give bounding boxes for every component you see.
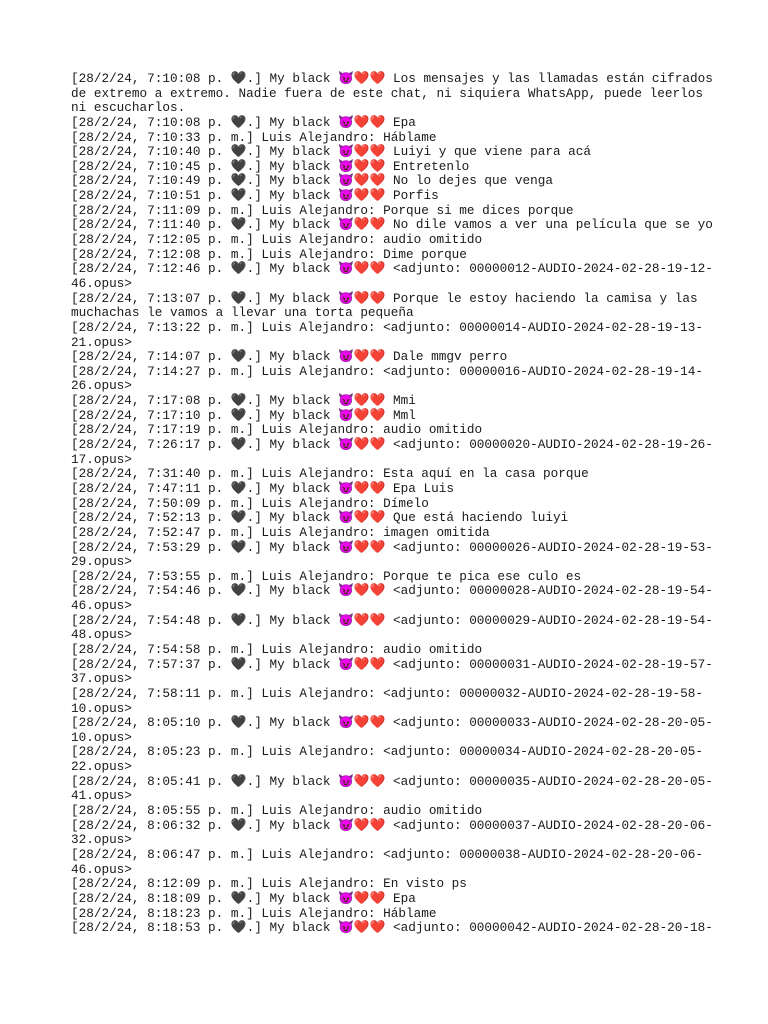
transcript-line: [28/2/24, 7:11:40 p. 🖤.] My black 😈❤️❤️ No dile vamos a ver una película que se yo (71, 217, 713, 233)
transcript-line: [28/2/24, 8:05:23 p. m.] Luis Alejandro: <adjunto: 00000034-AUDIO-2024-02-28-20-05- (71, 744, 703, 760)
transcript-line: [28/2/24, 7:17:19 p. m.] Luis Alejandro: audio omitido (71, 422, 483, 438)
transcript-line: [28/2/24, 7:58:11 p. m.] Luis Alejandro: <adjunto: 00000032-AUDIO-2024-02-28-19-58- (71, 685, 703, 701)
transcript-line: 46.opus> (71, 275, 132, 291)
transcript-line: [28/2/24, 7:12:46 p. 🖤.] My black 😈❤️❤️ <adjunto: 00000012-AUDIO-2024-02-28-19-12- (71, 261, 713, 277)
transcript-line: ni escucharlos. (71, 100, 186, 116)
transcript-line: 41.opus> (71, 788, 132, 804)
transcript-line: [28/2/24, 7:54:48 p. 🖤.] My black 😈❤️❤️ <adjunto: 00000029-AUDIO-2024-02-28-19-54- (71, 612, 713, 628)
transcript-line: [28/2/24, 7:50:09 p. m.] Luis Alejandro: Dímelo (71, 495, 429, 511)
transcript-line: [28/2/24, 7:12:05 p. m.] Luis Alejandro: audio omitido (71, 232, 483, 248)
transcript-line: [28/2/24, 7:10:45 p. 🖤.] My black 😈❤️❤️ Entretenlo (71, 158, 470, 174)
transcript-line: de extremo a extremo. Nadie fuera de este chat, ni siquiera WhatsApp, puede leerlos (71, 85, 703, 101)
transcript-line: muchachas le vamos a llevar una torta pequeña (71, 305, 414, 321)
transcript-line: [28/2/24, 7:14:27 p. m.] Luis Alejandro: <adjunto: 00000016-AUDIO-2024-02-28-19-14- (71, 363, 703, 379)
transcript-line: 32.opus> (71, 832, 132, 848)
transcript-line: 10.opus> (71, 729, 132, 745)
transcript-line: [28/2/24, 7:54:58 p. m.] Luis Alejandro: audio omitido (71, 641, 483, 657)
transcript-line: [28/2/24, 7:10:08 p. 🖤.] My black 😈❤️❤️ Los mensajes y las llamadas están cifrados (71, 71, 713, 86)
transcript-line: [28/2/24, 7:53:29 p. 🖤.] My black 😈❤️❤️ <adjunto: 00000026-AUDIO-2024-02-28-19-53- (71, 539, 713, 555)
transcript-line: [28/2/24, 7:52:47 p. m.] Luis Alejandro: imagen omitida (71, 524, 490, 540)
transcript-line: 26.opus> (71, 378, 132, 394)
transcript-line: [28/2/24, 8:06:47 p. m.] Luis Alejandro: <adjunto: 00000038-AUDIO-2024-02-28-20-06- (71, 846, 703, 862)
transcript-line: 48.opus> (71, 627, 132, 643)
transcript-line: [28/2/24, 8:12:09 p. m.] Luis Alejandro: En visto ps (71, 876, 467, 892)
transcript-line: [28/2/24, 7:10:40 p. 🖤.] My black 😈❤️❤️ Luiyi y que viene para acá (71, 144, 592, 160)
transcript-line: [28/2/24, 7:17:10 p. 🖤.] My black 😈❤️❤️ Mml (71, 407, 416, 423)
transcript-line: [28/2/24, 7:13:22 p. m.] Luis Alejandro: <adjunto: 00000014-AUDIO-2024-02-28-19-13- (71, 319, 703, 335)
transcript-line: [28/2/24, 7:12:08 p. m.] Luis Alejandro: Dime porque (71, 246, 467, 262)
transcript-line: [28/2/24, 7:54:46 p. 🖤.] My black 😈❤️❤️ <adjunto: 00000028-AUDIO-2024-02-28-19-54- (71, 583, 713, 599)
transcript-line: [28/2/24, 7:53:55 p. m.] Luis Alejandro: Porque te pica ese culo es (71, 568, 582, 584)
transcript-line: [28/2/24, 7:11:09 p. m.] Luis Alejandro: Porque si me dices porque (71, 202, 574, 218)
transcript-line: [28/2/24, 7:47:11 p. 🖤.] My black 😈❤️❤️ Epa Luis (71, 480, 454, 496)
transcript-line: [28/2/24, 8:05:41 p. 🖤.] My black 😈❤️❤️ <adjunto: 00000035-AUDIO-2024-02-28-20-05- (71, 773, 713, 789)
transcript-line: 22.opus> (71, 759, 132, 775)
transcript-line: [28/2/24, 8:18:09 p. 🖤.] My black 😈❤️❤️ Epa (71, 890, 416, 906)
transcript-line: 17.opus> (71, 451, 132, 467)
transcript-line: [28/2/24, 8:05:55 p. m.] Luis Alejandro: audio omitido (71, 803, 483, 819)
transcript-line: [28/2/24, 7:10:51 p. 🖤.] My black 😈❤️❤️ Porfis (71, 188, 439, 204)
transcript-line: [28/2/24, 7:10:08 p. 🖤.] My black 😈❤️❤️ Epa (71, 114, 416, 130)
transcript-line: 46.opus> (71, 598, 132, 614)
transcript-line: [28/2/24, 8:06:32 p. 🖤.] My black 😈❤️❤️ <adjunto: 00000037-AUDIO-2024-02-28-20-06- (71, 817, 713, 833)
transcript-line: 46.opus> (71, 861, 132, 877)
transcript-line: [28/2/24, 7:52:13 p. 🖤.] My black 😈❤️❤️ Que está haciendo luiyi (71, 510, 569, 526)
transcript-line: 21.opus> (71, 334, 132, 350)
transcript-line: [28/2/24, 8:18:53 p. 🖤.] My black 😈❤️❤️ <adjunto: 00000042-AUDIO-2024-02-28-20-18- (71, 920, 713, 936)
transcript-line: [28/2/24, 7:14:07 p. 🖤.] My black 😈❤️❤️ Dale mmgv perro (71, 349, 508, 365)
transcript-line: 37.opus> (71, 671, 132, 687)
transcript-line: [28/2/24, 7:17:08 p. 🖤.] My black 😈❤️❤️ Mmi (71, 393, 416, 409)
transcript-line: [28/2/24, 7:10:33 p. m.] Luis Alejandro: Háblame (71, 129, 437, 145)
transcript-line: [28/2/24, 8:18:23 p. m.] Luis Alejandro: Háblame (71, 905, 437, 921)
chat-transcript (71, 72, 711, 936)
transcript-line: [28/2/24, 7:26:17 p. 🖤.] My black 😈❤️❤️ <adjunto: 00000020-AUDIO-2024-02-28-19-26- (71, 437, 713, 453)
transcript-line: [28/2/24, 7:10:49 p. 🖤.] My black 😈❤️❤️ No lo dejes que venga (71, 173, 553, 189)
transcript-line: 10.opus> (71, 700, 132, 716)
transcript-line: 29.opus> (71, 554, 132, 570)
transcript-line: [28/2/24, 7:31:40 p. m.] Luis Alejandro: Esta aquí en la casa porque (71, 466, 589, 482)
transcript-line: [28/2/24, 7:13:07 p. 🖤.] My black 😈❤️❤️ Porque le estoy haciendo la camisa y las (71, 290, 698, 306)
transcript-line: [28/2/24, 7:57:37 p. 🖤.] My black 😈❤️❤️ <adjunto: 00000031-AUDIO-2024-02-28-19-57- (71, 656, 713, 672)
transcript-line: [28/2/24, 8:05:10 p. 🖤.] My black 😈❤️❤️ <adjunto: 00000033-AUDIO-2024-02-28-20-05- (71, 715, 713, 731)
